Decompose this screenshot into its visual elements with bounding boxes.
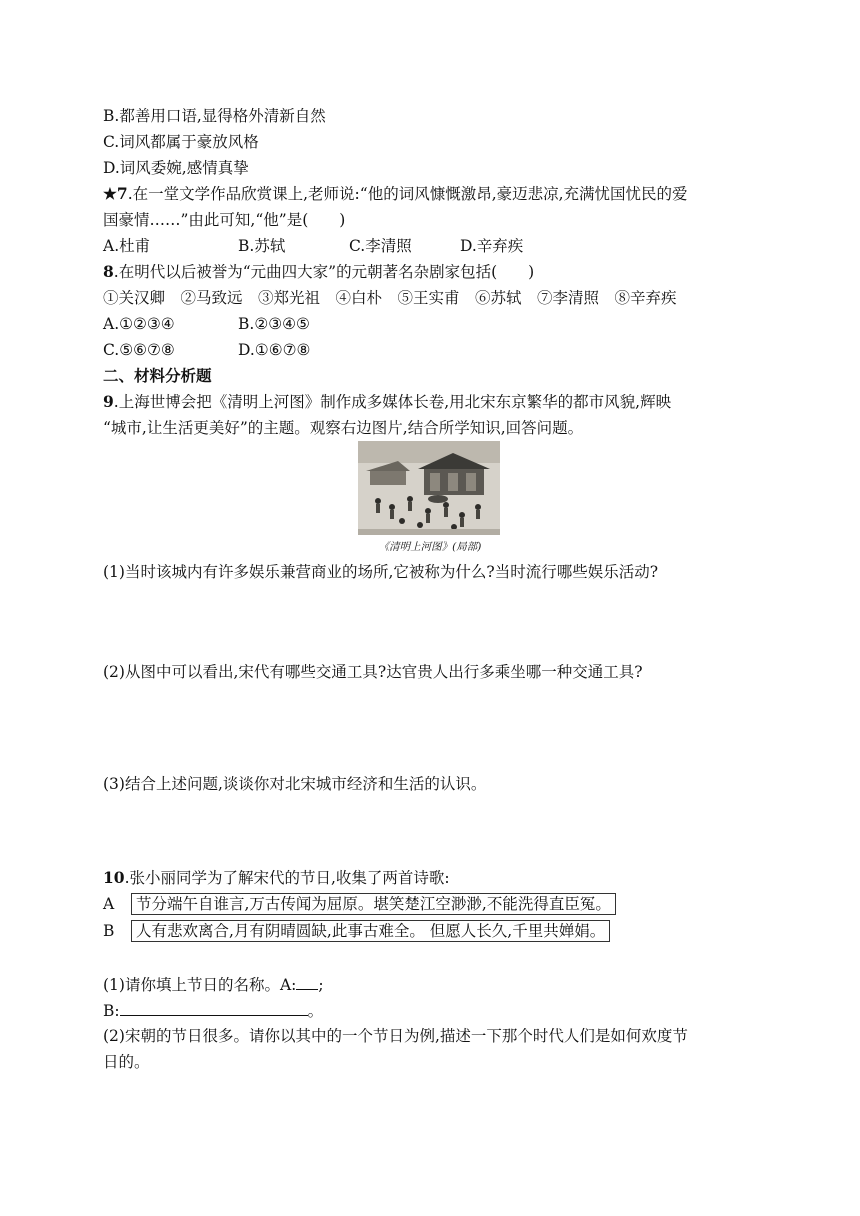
q8-options-row2 (103, 340, 310, 360)
q7-option-d: D.辛弃疾 (460, 237, 524, 255)
q10-sub1-text: (1)请你填上节日的名称。A: (103, 976, 297, 994)
q7-option-a: A.杜甫 (103, 237, 151, 255)
q10-sub1-b-period: 。 (307, 1002, 324, 1020)
q8-option-d: D.①⑥⑦⑧ (238, 341, 311, 359)
q8-options-row1 (103, 314, 310, 334)
q8-number: 8 (103, 262, 114, 281)
q8-option-a: A.①②③④ (103, 315, 175, 333)
festival-a-blank[interactable] (296, 974, 318, 990)
q7-options (103, 236, 523, 256)
q7-stem-line2: 国豪情……”由此可知,“他”是( ) (103, 211, 346, 229)
q10-sub1 (103, 974, 324, 995)
q7-stem-line1 (103, 184, 688, 204)
q7-option-b: B.苏轼 (238, 237, 286, 255)
q10-sub2-line2: 日的。 (103, 1053, 150, 1071)
poem-b-box: 人有悲欢离合,月有阴晴圆缺,此事古难全。 但愿人长久,千里共婵娟。 (131, 920, 610, 942)
q9-sub1: (1)当时该城内有许多娱乐兼营商业的场所,它被称为什么?当时流行哪些娱乐活动? (103, 563, 659, 581)
qingming-painting-image (358, 441, 500, 535)
q7-stem-text: .在一堂文学作品欣赏课上,老师说:“他的词风慷慨激昂,豪迈悲凉,充满忧国忧民的爱 (127, 185, 688, 203)
q10-poem-a-row (103, 893, 616, 915)
q10-number: 10 (103, 868, 125, 887)
q6-option-c: C.词风都属于豪放风格 (103, 133, 259, 151)
poem-a-label: A (103, 895, 115, 913)
q10-sub2-line1: (2)宋朝的节日很多。请你以其中的一个节日为例,描述一下那个时代人们是如何欢度节 (103, 1027, 688, 1045)
section-heading: 二、材料分析题 (103, 366, 212, 385)
q7-option-c: C.李清照 (349, 237, 412, 255)
painting-caption: 《清明上河图》(局部) (378, 541, 482, 553)
q9-sub2: (2)从图中可以看出,宋代有哪些交通工具?达官贵人出行多乘坐哪一种交通工具? (103, 663, 643, 681)
painting-illustration (358, 441, 500, 535)
q9-stem-line2: “城市,让生活更美好”的主题。观察右边图片,结合所学知识,回答问题。 (103, 419, 584, 437)
festival-b-blank[interactable] (120, 1000, 308, 1016)
poem-b-label: B (103, 922, 115, 940)
q10-stem (103, 868, 450, 888)
q10-stem-text: .张小丽同学为了解宋代的节日,收集了两首诗歌: (124, 869, 450, 887)
q8-items: ①关汉卿 ②马致远 ③郑光祖 ④白朴 ⑤王实甫 ⑥苏轼 ⑦李清照 ⑧辛弃疾 (103, 289, 677, 307)
q10-sub1-b (103, 1000, 323, 1021)
q8-stem-text: .在明代以后被誉为“元曲四大家”的元朝著名杂剧家包括( ) (113, 263, 535, 281)
q7-number: 7 (116, 184, 128, 203)
q6-option-b: B.都善用口语,显得格外清新自然 (103, 107, 326, 125)
q8-option-c: C.⑤⑥⑦⑧ (103, 341, 175, 359)
poem-a-box: 节分端午自谁言,万古传闻为屈原。堪笑楚江空渺渺,不能洗得直臣冤。 (131, 893, 616, 915)
q8-option-b: B.②③④⑤ (238, 315, 310, 333)
q9-stem-text: .上海世博会把《清明上河图》制作成多媒体长卷,用北宋东京繁华的都市风貌,辉映 (113, 393, 672, 411)
q7-star-icon: ★ (103, 184, 117, 203)
q9-sub3: (3)结合上述问题,谈谈你对北宋城市经济和生活的认识。 (103, 775, 487, 793)
q9-number: 9 (103, 392, 114, 411)
q10-poem-b-row (103, 920, 610, 942)
q6-option-d: D.词风委婉,感情真挚 (103, 159, 249, 177)
q10-sub1-b-label: B: (103, 1002, 120, 1020)
q9-stem-line1 (103, 392, 671, 412)
q10-sub1-semicolon: ; (318, 976, 324, 994)
q8-stem (103, 262, 534, 282)
